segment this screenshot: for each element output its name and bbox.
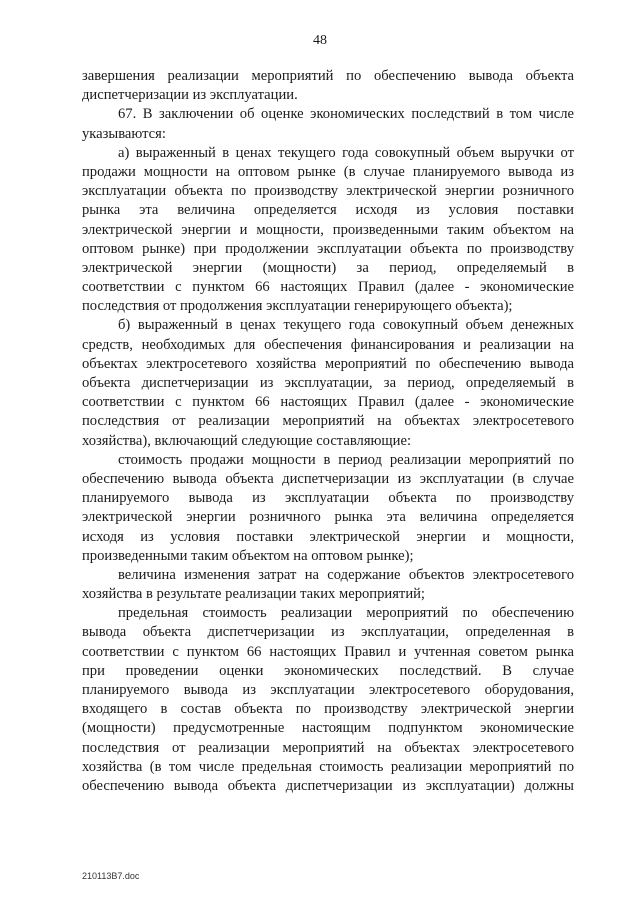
text-line: объекта диспетчеризации из эксплуатации, за период, определяемый в (82, 375, 574, 391)
text-line: эксплуатации объекта по производству электрической энергии розничного (82, 183, 574, 200)
text-line: при проведении оценки экономических последствий. В случае (82, 662, 574, 679)
text-line: завершения реализации мероприятий по обеспечению вывода объекта (82, 68, 574, 84)
text-line: планируемого вывода из эксплуатации электросетевого оборудования, (82, 682, 574, 698)
text-line: рынка эта величина определяется исходя из условия поставки (82, 202, 574, 219)
text-line: диспетчеризации из эксплуатации. (82, 87, 298, 104)
text-line: обеспечению вывода объекта диспетчеризации из эксплуатации (в случае (82, 470, 574, 487)
text-line: соответствии с пунктом 66 настоящих Правил и учтенная советом рынка (82, 643, 574, 660)
text-line: хозяйства), включающий следующие составляющие: (82, 432, 412, 449)
paragraph-first-line: а) выраженный в ценах текущего года совокупный объем выручки от (118, 144, 574, 161)
paragraph-first-line: б) выраженный в ценах текущего года совокупный объем денежных (118, 317, 574, 334)
text-line: продажи мощности на оптовом рынке (в случае планируемого вывода из (82, 163, 574, 180)
text-line: входящего в состав объекта по производству электрической энергии (82, 701, 574, 718)
text-line: электрической энергии и мощности, произведенными таким объектом на (82, 221, 574, 238)
paragraph-first-line: величина изменения затрат на содержание объектов электросетевого (118, 566, 574, 583)
document-body (82, 67, 574, 796)
text-line: указываются: (82, 125, 166, 142)
text-line: планируемого вывода из эксплуатации объекта по производству (82, 490, 574, 507)
footer-filename: 210113B7.doc (82, 871, 140, 881)
text-line: (мощности) предусмотренные настоящим подпунктом экономические (82, 720, 574, 737)
text-line: электрической энергии розничного рынка эта величина определяется (82, 509, 574, 526)
text-line: произведенными таким объектом на оптовом рынке); (82, 547, 414, 564)
paragraph-first-line: стоимость продажи мощности в период реализации мероприятий по (118, 451, 574, 468)
text-line: хозяйства в результате реализации таких мероприятий; (82, 586, 425, 603)
page-number: 48 (313, 33, 327, 48)
text-line: хозяйства (в том числе предельная стоимость реализации мероприятий по (82, 758, 574, 775)
text-line: последствия от реализации мероприятий на объектах электросетевого (82, 739, 574, 756)
text-line: соответствии с пунктом 66 настоящих Правил (далее - экономические (82, 394, 574, 411)
paragraph-first-line: 67. В заключении об оценке экономических последствий в том числе (118, 106, 574, 123)
text-line: исходя из условия поставки электрической энергии и мощности, (82, 528, 574, 545)
paragraph-first-line: предельная стоимость реализации мероприятий по обеспечению (118, 605, 574, 622)
text-line: соответствии с пунктом 66 настоящих Правил (далее - экономические (82, 279, 574, 296)
text-line: оптовом рынке) при продолжении эксплуатации объекта по производству (82, 240, 574, 257)
text-line: обеспечению вывода объекта диспетчеризации из эксплуатации) должны (82, 777, 574, 794)
text-line: последствия от реализации мероприятий на объектах электросетевого (82, 413, 574, 430)
text-line: вывода объекта диспетчеризации из эксплуатации, определенная в (82, 624, 574, 641)
text-line: объектах электросетевого хозяйства мероприятий по обеспечению вывода (82, 355, 574, 372)
text-line: последствия от продолжения эксплуатации генерирующего объекта); (82, 298, 513, 315)
text-line: средств, необходимых для обеспечения финансирования и реализации на (82, 336, 574, 353)
text-line: электрической энергии (мощности) за период, определяемый в (82, 259, 574, 276)
